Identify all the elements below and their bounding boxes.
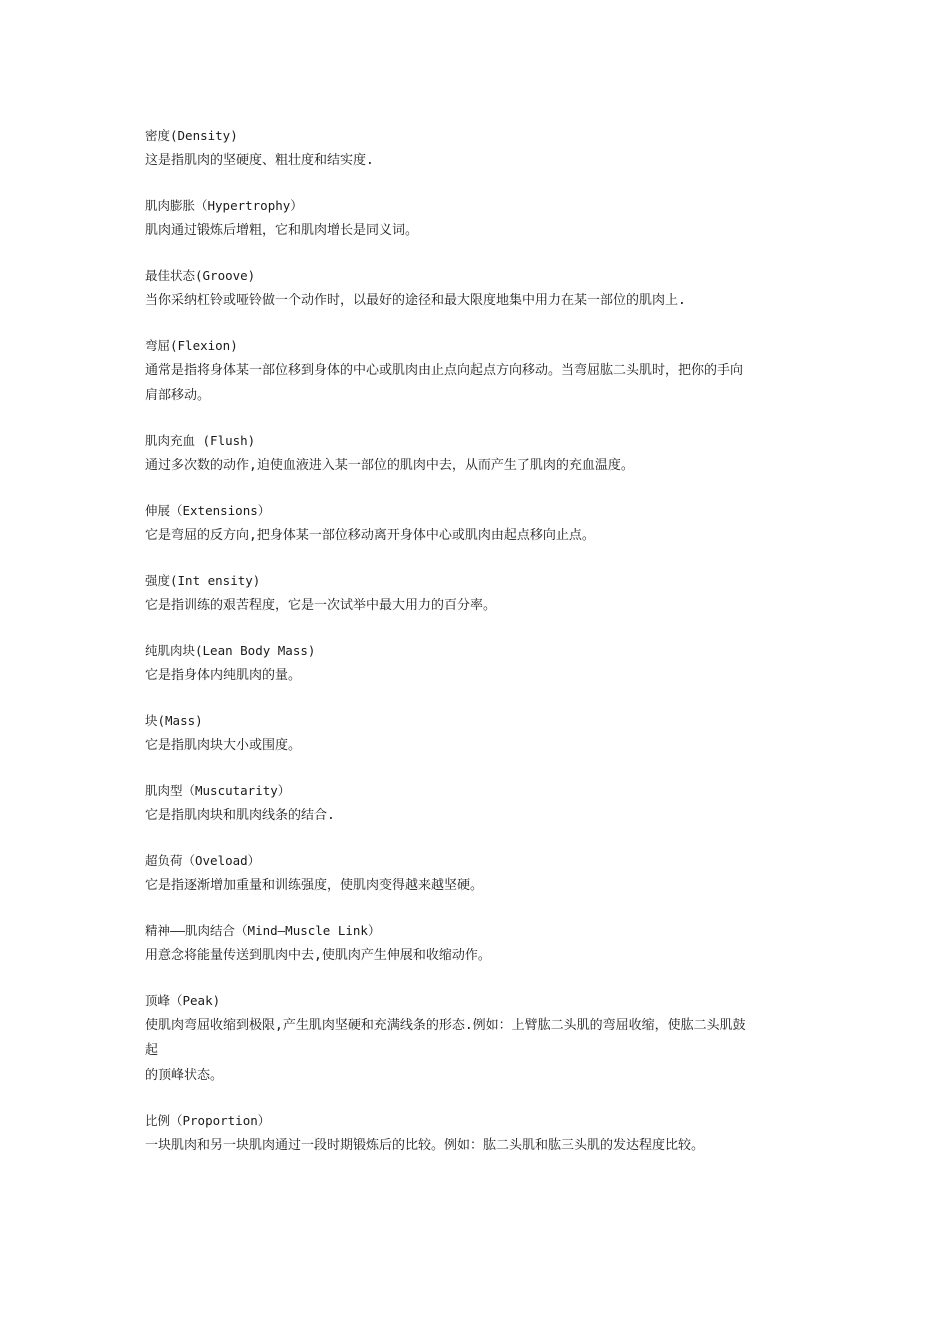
entry-term: 弯屈(Flexion): [145, 338, 238, 353]
definition-line: 肌肉通过锻炼后增粗，它和肌肉增长是同义词。: [145, 223, 419, 238]
entry-term: 顶峰（Peak): [145, 993, 221, 1008]
definition-line: 它是指逐渐增加重量和训练强度，使肌肉变得越来越坚硬。: [145, 878, 484, 893]
entry-term: 肌肉型（Muscutarity）: [145, 783, 291, 798]
entry-term: 超负荷（Oveload）: [145, 853, 261, 868]
entry-definition: [145, 733, 825, 758]
definition-line: 用意念将能量传送到肌肉中去,使肌肉产生伸展和收缩动作。: [145, 948, 491, 963]
definition-line: 它是弯屈的反方向,把身体某一部位移动离开身体中心或肌肉由起点移向止点。: [145, 528, 595, 543]
definition-line: 它是指肌肉块大小或围度。: [145, 738, 302, 753]
entry-definition: [145, 453, 825, 478]
entry-term: 伸展（Extensions）: [145, 503, 271, 518]
entry-term: 纯肌肉块(Lean Body Mass): [145, 643, 316, 658]
entry-definition: [145, 873, 825, 898]
entry-term: 比例（Proportion）: [145, 1113, 271, 1128]
definition-line: 一块肌肉和另一块肌肉通过一段时期锻炼后的比较。例如：肱二头肌和肱三头肌的发达程度比较。: [145, 1138, 705, 1153]
glossary-entry-lean-body-mass: [145, 639, 825, 688]
entry-definition: [145, 523, 825, 548]
definition-line: 它是指训练的艰苦程度，它是一次试举中最大用力的百分率。: [145, 598, 497, 613]
entry-definition: [145, 288, 825, 313]
definition-line: 肩部移动。: [145, 388, 211, 403]
entry-term: 最佳状态(Groove): [145, 268, 256, 283]
entry-term: 精神——肌肉结合（Mind—Muscle Link）: [145, 923, 381, 938]
glossary-body: [145, 124, 825, 1179]
definition-line: 使肌肉弯屈收缩到极限,产生肌肉坚硬和充满线条的形态.例如：上臂肱二头肌的弯屈收缩，使肱二头肌鼓: [145, 1018, 746, 1033]
entry-definition: [145, 1133, 825, 1158]
glossary-entry-mass: [145, 709, 825, 758]
entry-term: 肌肉膨胀（Hypertrophy）: [145, 198, 303, 213]
glossary-entry-peak: [145, 989, 825, 1088]
definition-line: 通常是指将身体某一部位移到身体的中心或肌肉由止点向起点方向移动。当弯屈肱二头肌时，把你的手向: [145, 363, 744, 378]
glossary-entry-intensity: [145, 569, 825, 618]
entry-definition: [145, 803, 825, 828]
glossary-entry-flush: [145, 429, 825, 478]
definition-line: 这是指肌肉的坚硬度、粗壮度和结实度.: [145, 153, 374, 168]
entry-definition: [145, 218, 825, 243]
glossary-entry-overload: [145, 849, 825, 898]
entry-definition: [145, 148, 825, 173]
entry-definition: [145, 358, 825, 408]
definition-line: 通过多次数的动作,迫使血液进入某一部位的肌肉中去，从而产生了肌肉的充血温度。: [145, 458, 634, 473]
entry-term: 肌肉充血 (Flush): [145, 433, 256, 448]
glossary-entry-flexion: [145, 334, 825, 408]
glossary-entry-proportion: [145, 1109, 825, 1158]
entry-definition: [145, 943, 825, 968]
glossary-entry-extensions: [145, 499, 825, 548]
glossary-entry-muscularity: [145, 779, 825, 828]
entry-definition: [145, 663, 825, 688]
glossary-entry-mind-muscle-link: [145, 919, 825, 968]
entry-term: 密度(Density): [145, 128, 238, 143]
entry-definition: [145, 593, 825, 618]
glossary-entry-groove: [145, 264, 825, 313]
entry-term: 块(Mass): [145, 713, 203, 728]
entry-definition: [145, 1013, 825, 1088]
definition-line: 它是指身体内纯肌肉的量。: [145, 668, 302, 683]
definition-line: 当你采纳杠铃或哑铃做一个动作时，以最好的途径和最大限度地集中用力在某一部位的肌肉上.: [145, 293, 686, 308]
entry-term: 强度(Int ensity): [145, 573, 261, 588]
definition-line: 起: [145, 1043, 159, 1058]
glossary-entry-hypertrophy: [145, 194, 825, 243]
definition-line: 的顶峰状态。: [145, 1068, 224, 1083]
definition-line: 它是指肌肉块和肌肉线条的结合.: [145, 808, 335, 823]
glossary-entry-density: [145, 124, 825, 173]
